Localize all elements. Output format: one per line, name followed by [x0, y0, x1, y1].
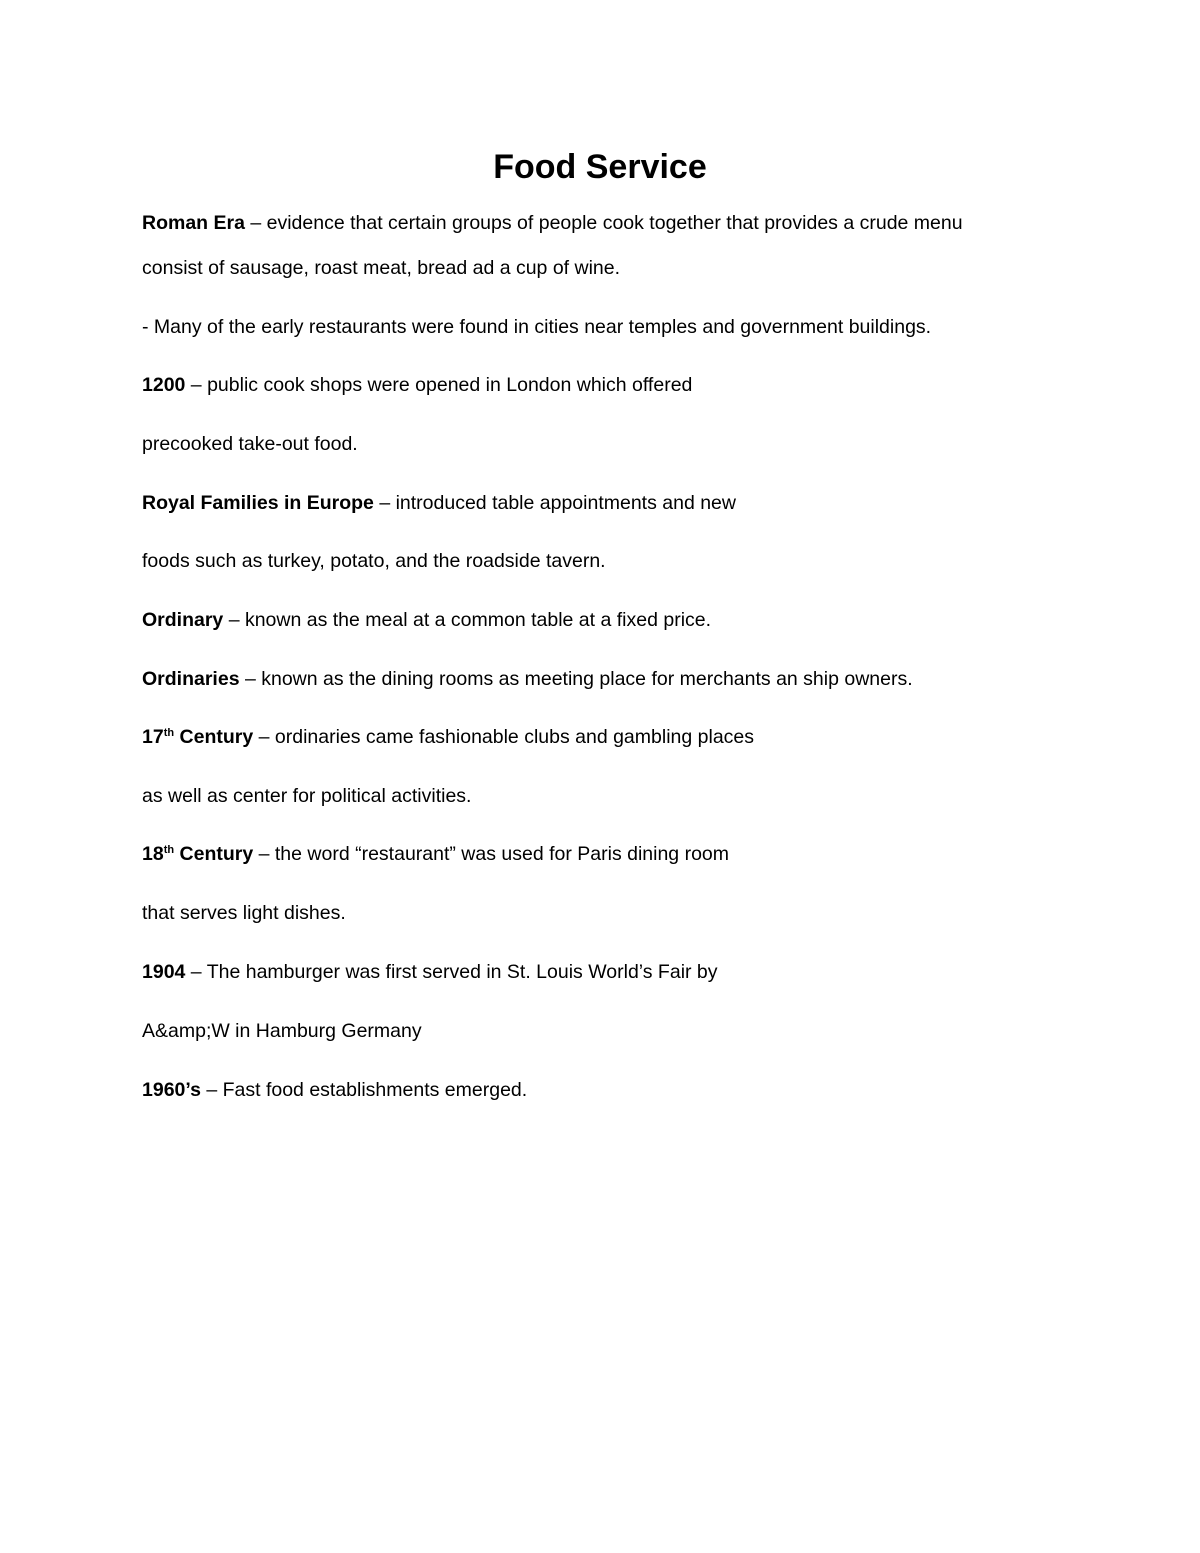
- entry-17th-century-continued: [142, 783, 1102, 809]
- entry-text: – The hamburger was first served in St. Louis World’s Fair by: [185, 961, 718, 983]
- entry-1200: [142, 372, 1102, 398]
- entry-term: [142, 726, 253, 748]
- entry-text: – evidence that certain groups of people cook together that provides a crude menu: [244, 212, 963, 234]
- entry-term-number: 18: [142, 843, 164, 865]
- entry-text: – introduced table appointments and new: [373, 492, 736, 514]
- entry-term: Roman Era: [142, 212, 245, 234]
- entry-1200-continued: [142, 431, 1102, 457]
- entry-term: 1904: [142, 961, 186, 983]
- entry-ordinary: [142, 607, 1102, 633]
- entry-text: – ordinaries came fashionable clubs and gambling places: [253, 726, 755, 748]
- entry-17th-century: [142, 724, 1102, 750]
- entry-text: foods such as turkey, potato, and the roadside tavern.: [142, 550, 606, 572]
- entry-18th-century-continued: [142, 900, 1102, 926]
- entry-text: – public cook shops were opened in London which offered: [185, 374, 693, 396]
- entry-term-number: 17: [142, 726, 164, 748]
- entry-1904-continued: [142, 1018, 1102, 1044]
- entry-term-rest: Century: [174, 843, 254, 865]
- entry-text: – known as the meal at a common table at a fixed price.: [223, 609, 712, 631]
- entry-term-superscript: th: [163, 844, 175, 856]
- entry-term-rest: Century: [174, 726, 254, 748]
- entry-early-restaurants: [142, 314, 1102, 340]
- entry-term: Ordinaries: [142, 668, 240, 690]
- entry-term-superscript: th: [163, 727, 175, 739]
- entry-roman-era-continued: [142, 255, 1102, 281]
- entry-royal-families-continued: [142, 548, 1102, 574]
- entry-1904: [142, 959, 1102, 985]
- entry-18th-century: [142, 841, 1102, 867]
- entry-text: as well as center for political activities.: [142, 785, 472, 807]
- entry-roman-era: [142, 210, 1102, 236]
- entry-term: Ordinary: [142, 609, 224, 631]
- entry-term: [142, 843, 253, 865]
- entry-term: 1200: [142, 374, 186, 396]
- entry-term: Royal Families in Europe: [142, 492, 374, 514]
- entry-text: consist of sausage, roast meat, bread ad a cup of wine.: [142, 257, 621, 279]
- page-title: Food Service: [493, 148, 707, 186]
- entry-1960s: [142, 1077, 1102, 1103]
- entry-ordinaries: [142, 666, 1102, 692]
- entry-term: 1960’s: [142, 1079, 201, 1101]
- entry-text: A&amp;W in Hamburg Germany: [142, 1020, 422, 1042]
- entry-text: that serves light dishes.: [142, 902, 346, 924]
- entry-royal-families: [142, 490, 1102, 516]
- entry-text: - Many of the early restaurants were found in cities near temples and government buildings.: [142, 316, 932, 338]
- entry-text: – known as the dining rooms as meeting place for merchants an ship owners.: [239, 668, 913, 690]
- entry-text: – the word “restaurant” was used for Paris dining room: [253, 843, 730, 865]
- entry-text: precooked take-out food.: [142, 433, 358, 455]
- entry-text: – Fast food establishments emerged.: [200, 1079, 528, 1101]
